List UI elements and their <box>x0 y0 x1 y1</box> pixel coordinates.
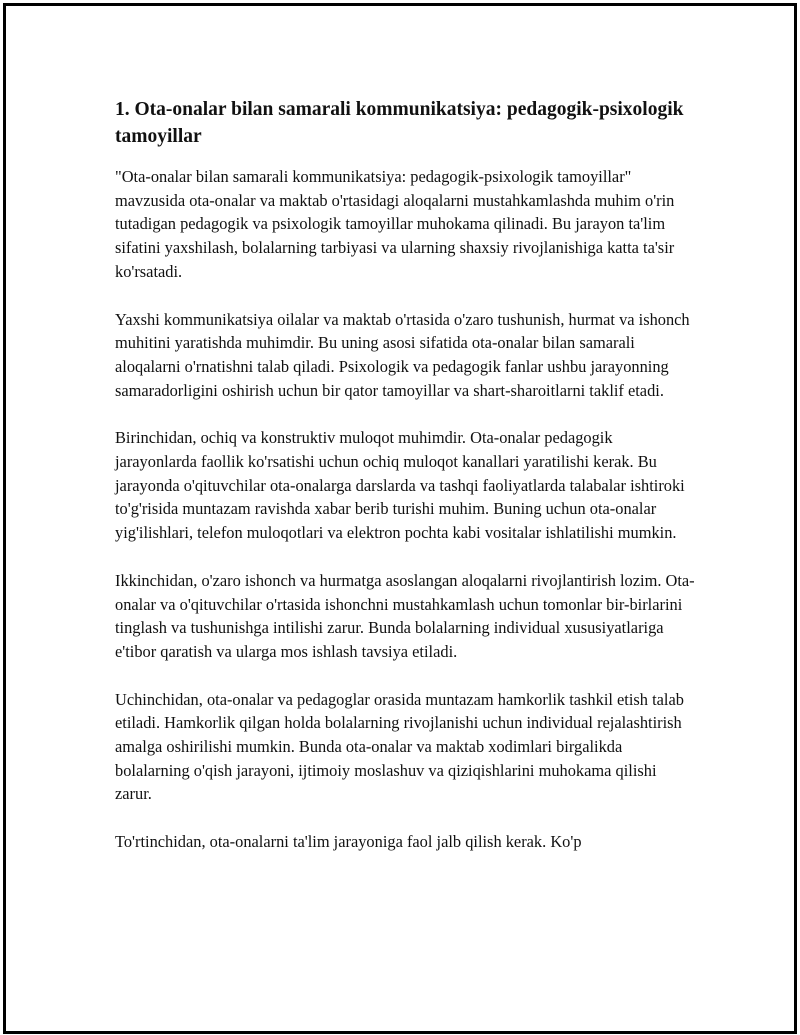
paragraph-2: Yaxshi kommunikatsiya oilalar va maktab o'rtasida o'zaro tushunish, hurmat va ishonch muhitini yaratishda muhimdir. Bu uning asosi sifatida ota-onalar bilan samarali aloqalarni o'rnatishni talab qiladi. Psixologik va pedagogik fanlar ushbu jarayonning samaradorligini oshirish uchun bir qator tamoyillar va shart-sharoitlarni taklif etadi. <box>115 309 690 400</box>
paragraph-4: Ikkinchidan, o'zaro ishonch va hurmatga asoslangan aloqalarni rivojlantirish lozim. Ota-onalar va o'qituvchilar o'rtasida ishonchni mustahkamlash uchun tomonlar bir-birlarini tinglash va tushunishga intilishi zarur. Bunda bolalarning individual xususiyatlariga e'tibor qaratish va ularga mos ishlash tavsiya etiladi. <box>115 570 695 661</box>
paragraph-5: Uchinchidan, ota-onalar va pedagoglar orasida muntazam hamkorlik tashkil etish talab etiladi. Hamkorlik qilgan holda bolalarning rivojlanishi uchun individual rejalashtirish amalga oshirilishi mumkin. Bunda ota-onalar va maktab xodimlari birgalikda bolalarning o'qish jarayoni, ijtimoiy moslashuv va qiziqishlarini muhokama qilishi zarur. <box>115 689 684 804</box>
section-heading: 1. Ota-onalar bilan samarali kommunikatsiya: pedagogik-psixologik tamoyillar <box>115 99 684 147</box>
paragraph-3: Birinchidan, ochiq va konstruktiv muloqot muhimdir. Ota-onalar pedagogik jarayonlarda faollik ko'rsatishi uchun ochiq muloqot kanallari yaratilishi kerak. Bu jarayonda o'qituvchilar ota-onalarga darslarda va tashqi faoliyatlarda talabalar ishtiroki to'g'risida muntazam ravishda xabar berib turishi muhim. Buning uchun ota-onalar yig'ilishlari, telefon muloqotlari va elektron pochta kabi vositalar ishlatilishi mumkin. <box>115 428 685 543</box>
paragraph-6: To'rtinchidan, ota-onalarni ta'lim jarayoniga faol jalb qilish kerak. Ko'p <box>115 832 582 852</box>
document-body <box>115 96 695 878</box>
paragraph-1: "Ota-onalar bilan samarali kommunikatsiya: pedagogik-psixologik tamoyillar" mavzusida ota-onalar va maktab o'rtasidagi aloqalarni mustahkamlashda muhim o'rin tutadigan pedagogik va psixologik tamoyillar muhokama qilinadi. Bu jarayon ta'lim sifatini yaxshilash, bolalarning tarbiyasi va ularning shaxsiy rivojlanishiga katta ta'sir ko'rsatadi. <box>115 167 675 281</box>
